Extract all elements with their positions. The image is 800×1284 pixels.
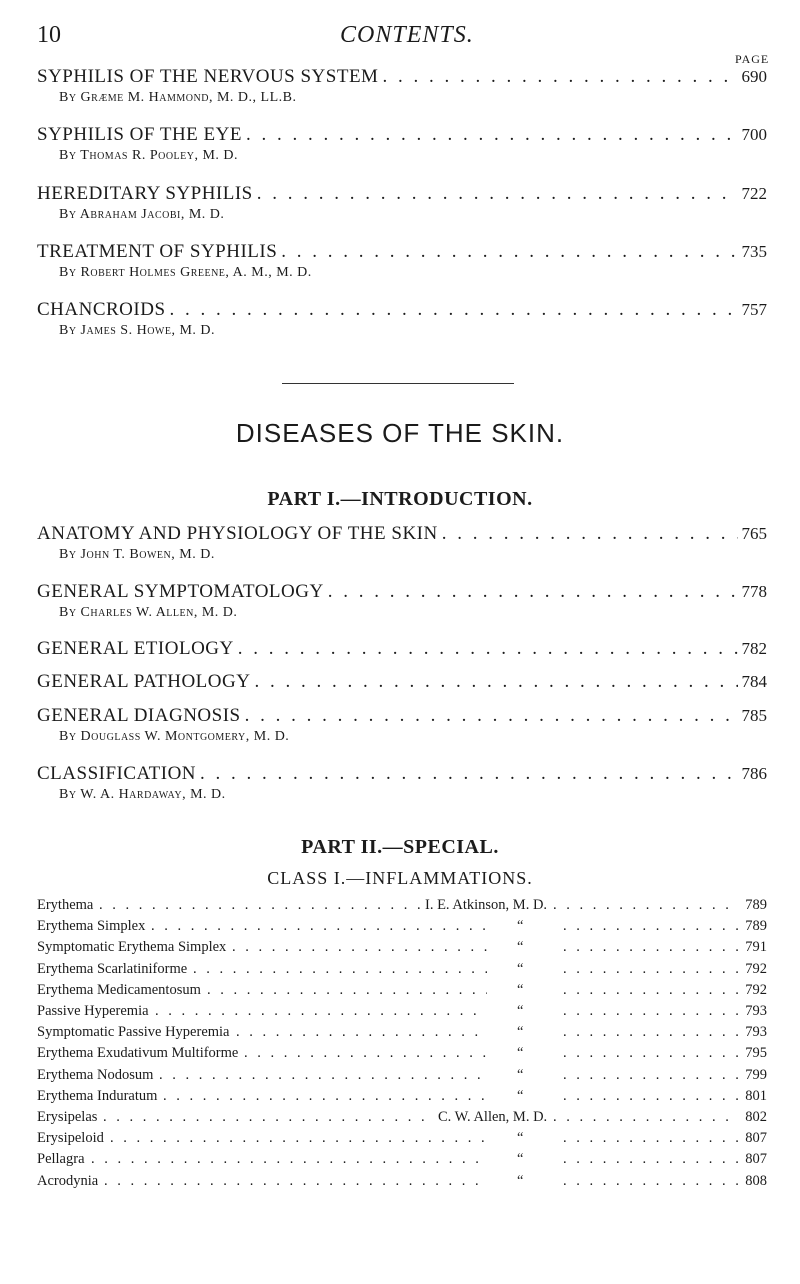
dot-leader: [155, 1003, 487, 1020]
ditto-mark: “: [517, 981, 524, 998]
class-entry-row: [37, 1003, 767, 1021]
toc-entry-author: By Thomas R. Pooley, M. D.: [59, 148, 239, 163]
dot-leader: [232, 939, 487, 956]
class-entry-row: [37, 1173, 767, 1191]
dot-leader: [207, 982, 487, 999]
toc-entry-page: 757: [741, 300, 767, 319]
toc-entry: [37, 241, 767, 281]
dot-leader: [382, 66, 737, 88]
part-heading: PART I.—INTRODUCTION.: [267, 488, 533, 510]
ditto-mark: “: [517, 1172, 524, 1189]
toc-entry-title: CLASSIFICATION: [37, 763, 197, 784]
dot-leader: [238, 638, 738, 660]
dot-leader: [91, 1151, 487, 1168]
toc-entry-page: 785: [741, 706, 767, 725]
dot-leader: [563, 1173, 739, 1190]
toc-entry: [37, 299, 767, 339]
dot-leader: [193, 961, 487, 978]
dot-leader: [563, 1151, 739, 1168]
class-entry-page: 789: [745, 918, 767, 935]
dot-leader: [563, 1003, 739, 1020]
toc-entry-author: By Abraham Jacobi, M. D.: [59, 207, 225, 222]
class-entry-page: 802: [745, 1109, 767, 1125]
class-entry-page: 793: [745, 1003, 767, 1019]
class-entry-name: Erythema Nodosum: [37, 1066, 154, 1083]
toc-entry-page: 778: [741, 582, 767, 601]
class-entry-row: [37, 918, 767, 936]
dot-leader: [563, 1024, 739, 1041]
ditto-mark: “: [517, 1024, 524, 1041]
ditto-mark: “: [517, 939, 524, 956]
toc-entry: [37, 124, 767, 164]
class-entry-page: 801: [745, 1087, 767, 1104]
toc-entry: [37, 763, 767, 803]
toc-entry-title: ANATOMY AND PHYSIOLOGY OF THE SKIN: [37, 523, 438, 544]
dot-leader: [563, 1130, 739, 1147]
toc-entry-page: 786: [741, 764, 767, 783]
ditto-mark: “: [517, 1003, 524, 1019]
class-entry-row: [37, 1067, 767, 1085]
toc-entry-page: 700: [741, 125, 767, 144]
class-entry-name: Erythema Scarlatiniforme: [37, 960, 188, 977]
ditto-mark: “: [517, 1130, 524, 1147]
toc-entry-title: GENERAL ETIOLOGY: [37, 638, 234, 659]
dot-leader: [281, 241, 737, 263]
toc-entry-page: 765: [741, 524, 767, 543]
toc-entry-title: HEREDITARY SYPHILIS: [37, 183, 253, 204]
toc-entry-page: 784: [741, 672, 767, 691]
toc-entry-title: CHANCROIDS: [37, 299, 166, 320]
toc-entry: [37, 638, 767, 660]
class-entry-page: 795: [745, 1045, 767, 1062]
class-entry-name: Erythema Exudativum Multiforme: [37, 1045, 239, 1062]
class-entry-page: 799: [745, 1066, 767, 1083]
ditto-mark: “: [517, 960, 524, 977]
class-entry-row: [37, 897, 767, 915]
toc-entry: [37, 581, 767, 621]
toc-entry-author: By Douglass W. Montgomery, M. D.: [59, 729, 290, 744]
toc-entry: [37, 66, 767, 106]
toc-entry-title: GENERAL SYMPTOMATOLOGY: [37, 581, 324, 602]
toc-entry-title: TREATMENT OF SYPHILIS: [37, 241, 278, 262]
dot-leader: [553, 1109, 739, 1126]
toc-entry-page: 735: [741, 242, 767, 261]
dot-leader: [104, 1173, 487, 1190]
class-entry-name: Erythema Simplex: [37, 918, 146, 935]
page-number: 10: [37, 22, 61, 48]
toc-entry-author: By Græme M. Hammond, M. D., LL.B.: [59, 90, 297, 105]
toc-entry-title: SYPHILIS OF THE NERVOUS SYSTEM: [37, 66, 379, 87]
class-entry-page: 807: [745, 1151, 767, 1168]
dot-leader: [110, 1130, 487, 1147]
dot-leader: [200, 763, 737, 785]
class-entry-name: Pellagra: [37, 1151, 85, 1168]
dot-leader: [99, 897, 421, 914]
class-entry-row: [37, 1024, 767, 1042]
toc-entry-page: 782: [741, 639, 767, 658]
class-entry-page: 791: [745, 939, 767, 956]
class-entry-page: 807: [745, 1130, 767, 1147]
class-entry-page: 792: [745, 981, 767, 998]
dot-leader: [563, 1045, 739, 1062]
dot-leader: [563, 961, 739, 978]
ditto-mark: “: [517, 1087, 524, 1104]
class-entry-row: [37, 1109, 767, 1127]
dot-leader: [563, 1088, 739, 1105]
toc-entry-title: GENERAL DIAGNOSIS: [37, 705, 241, 726]
section-heading: DISEASES OF THE SKIN.: [235, 418, 565, 448]
dot-leader: [236, 1024, 487, 1041]
dot-leader: [563, 1067, 739, 1084]
class-entry-name: Erysipeloid: [37, 1130, 104, 1147]
toc-entry-author: By James S. Howe, M. D.: [59, 323, 216, 338]
dot-leader: [563, 918, 739, 935]
class-entry-row: [37, 1130, 767, 1148]
dot-leader: [159, 1067, 487, 1084]
toc-entry-page: 722: [741, 184, 767, 203]
toc-entry-author: By W. A. Hardaway, M. D.: [59, 787, 226, 802]
class-entry-name: Acrodynia: [37, 1172, 99, 1189]
class-entry-name: Erythema Induratum: [37, 1087, 158, 1104]
dot-leader: [254, 671, 737, 693]
class-entry-name: Symptomatic Passive Hyperemia: [37, 1024, 230, 1041]
class-entry-row: [37, 961, 767, 979]
dot-leader: [442, 523, 738, 545]
class-entry-row: [37, 1088, 767, 1106]
class-entry-row: [37, 982, 767, 1000]
toc-entry-author: By John T. Bowen, M. D.: [59, 547, 215, 562]
class-entry-name: Erysipelas: [37, 1109, 98, 1125]
dot-leader: [103, 1109, 434, 1126]
ditto-mark: “: [517, 1066, 524, 1083]
class-entry-row: [37, 939, 767, 957]
class-entry-name: Symptomatic Erythema Simplex: [37, 939, 227, 956]
toc-entry-author: By Robert Holmes Greene, A. M., M. D.: [59, 265, 312, 280]
ditto-mark: “: [517, 918, 524, 935]
ditto-mark: “: [517, 1151, 524, 1168]
class-entry-author: C. W. Allen, M. D.: [438, 1109, 548, 1125]
toc-entry: [37, 523, 767, 563]
class-entry-page: 808: [745, 1172, 767, 1189]
toc-entry-page: 690: [741, 67, 767, 86]
dot-leader: [170, 299, 738, 321]
dot-leader: [563, 982, 739, 999]
class-entry-row: [37, 1045, 767, 1063]
part-heading: PART II.—SPECIAL.: [301, 836, 499, 858]
class-entry-page: 789: [745, 897, 767, 913]
dot-leader: [553, 897, 739, 914]
toc-entry: [37, 183, 767, 223]
class-entry-name: Passive Hyperemia: [37, 1003, 149, 1019]
ditto-mark: “: [517, 1045, 524, 1062]
class-entry-page: 792: [745, 960, 767, 977]
toc-entry: [37, 671, 767, 693]
running-title: CONTENTS.: [340, 22, 474, 48]
page-column-label: PAGE: [735, 52, 770, 66]
section-divider: [282, 383, 514, 384]
dot-leader: [244, 1045, 487, 1062]
dot-leader: [328, 581, 738, 603]
toc-entry-title: GENERAL PATHOLOGY: [37, 671, 251, 692]
dot-leader: [246, 124, 738, 146]
class-entry-row: [37, 1151, 767, 1169]
class-heading: CLASS I.—INFLAMMATIONS.: [267, 868, 533, 888]
dot-leader: [163, 1088, 487, 1105]
dot-leader: [563, 939, 739, 956]
dot-leader: [257, 183, 738, 205]
toc-entry: [37, 705, 767, 745]
dot-leader: [151, 918, 487, 935]
toc-entry-title: SYPHILIS OF THE EYE: [37, 124, 242, 145]
toc-entry-author: By Charles W. Allen, M. D.: [59, 605, 238, 620]
class-entry-author: I. E. Atkinson, M. D.: [425, 897, 548, 913]
class-entry-name: Erythema Medicamentosum: [37, 981, 201, 998]
dot-leader: [245, 705, 738, 727]
class-entry-page: 793: [745, 1024, 767, 1041]
class-entry-name: Erythema: [37, 897, 94, 913]
